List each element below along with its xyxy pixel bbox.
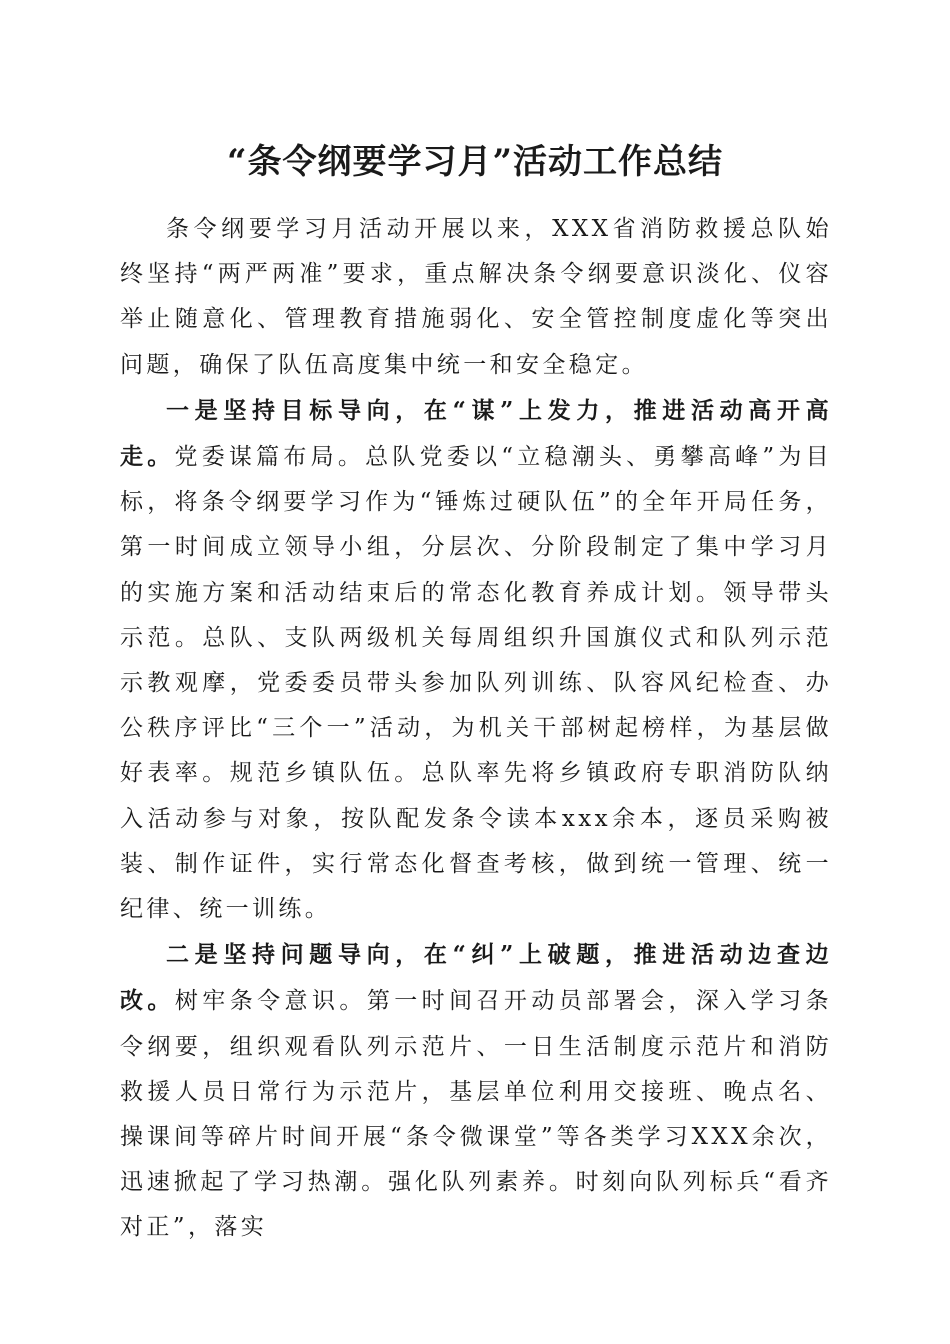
paragraph-section-two: [120, 932, 832, 1250]
document-body: [120, 207, 832, 1251]
paragraph-text: 树牢条令意识。第一时间召开动员部署会，深入学习条令纲要，组织观看队列示范片、一日生活制度示范片和消防救援人员日常行为示范片，基层单位利用交接班、晚点名、操课间等碎片时间开展“条令微课堂”等各类学习XXX余次，迅速掀起了学习热潮。强化队列素养。时刻向队列标兵“看齐对正”，落实: [120, 988, 832, 1241]
section-heading: 二是坚持问题导向，在“纠”上破题，推进活动边查边改。: [120, 941, 832, 1015]
paragraph-text: 条令纲要学习月活动开展以来，XXX省消防救援总队始终坚持“两严两准”要求，重点解决条令纲要意识淡化、仪容举止随意化、管理教育措施弱化、安全管控制度虚化等突出问题，确保了队伍高度集中统一和安全稳定。: [120, 216, 832, 378]
paragraph-intro: [120, 207, 832, 388]
section-heading: 一是坚持目标导向，在“谋”上发力，推进活动高开高走。: [120, 396, 832, 471]
paragraph-text: 党委谋篇布局。总队党委以“立稳潮头、勇攀高峰”为目标，将条令纲要学习作为“锤炼过硬队伍”的全年开局任务，第一时间成立领导小组，分层次、分阶段制定了集中学习月的实施方案和活动结束后的常态化教育养成计划。领导带头示范。总队、支队两级机关每周组织升国旗仪式和队列示范示教观摩，党委委员带头参加队列训练、队容风纪检查、办公秩序评比“三个一”活动，为机关干部树起榜样，为基层做好表率。规范乡镇队伍。总队率先将乡镇政府专职消防队纳入活动参与对象，按队配发条令读本xxx余本，逐员采购被装、制作证件，实行常态化督查考核，做到统一管理、统一纪律、统一训练。: [120, 444, 832, 923]
paragraph-section-one: [120, 388, 832, 932]
document-title: “条令纲要学习月”活动工作总结: [226, 142, 724, 182]
